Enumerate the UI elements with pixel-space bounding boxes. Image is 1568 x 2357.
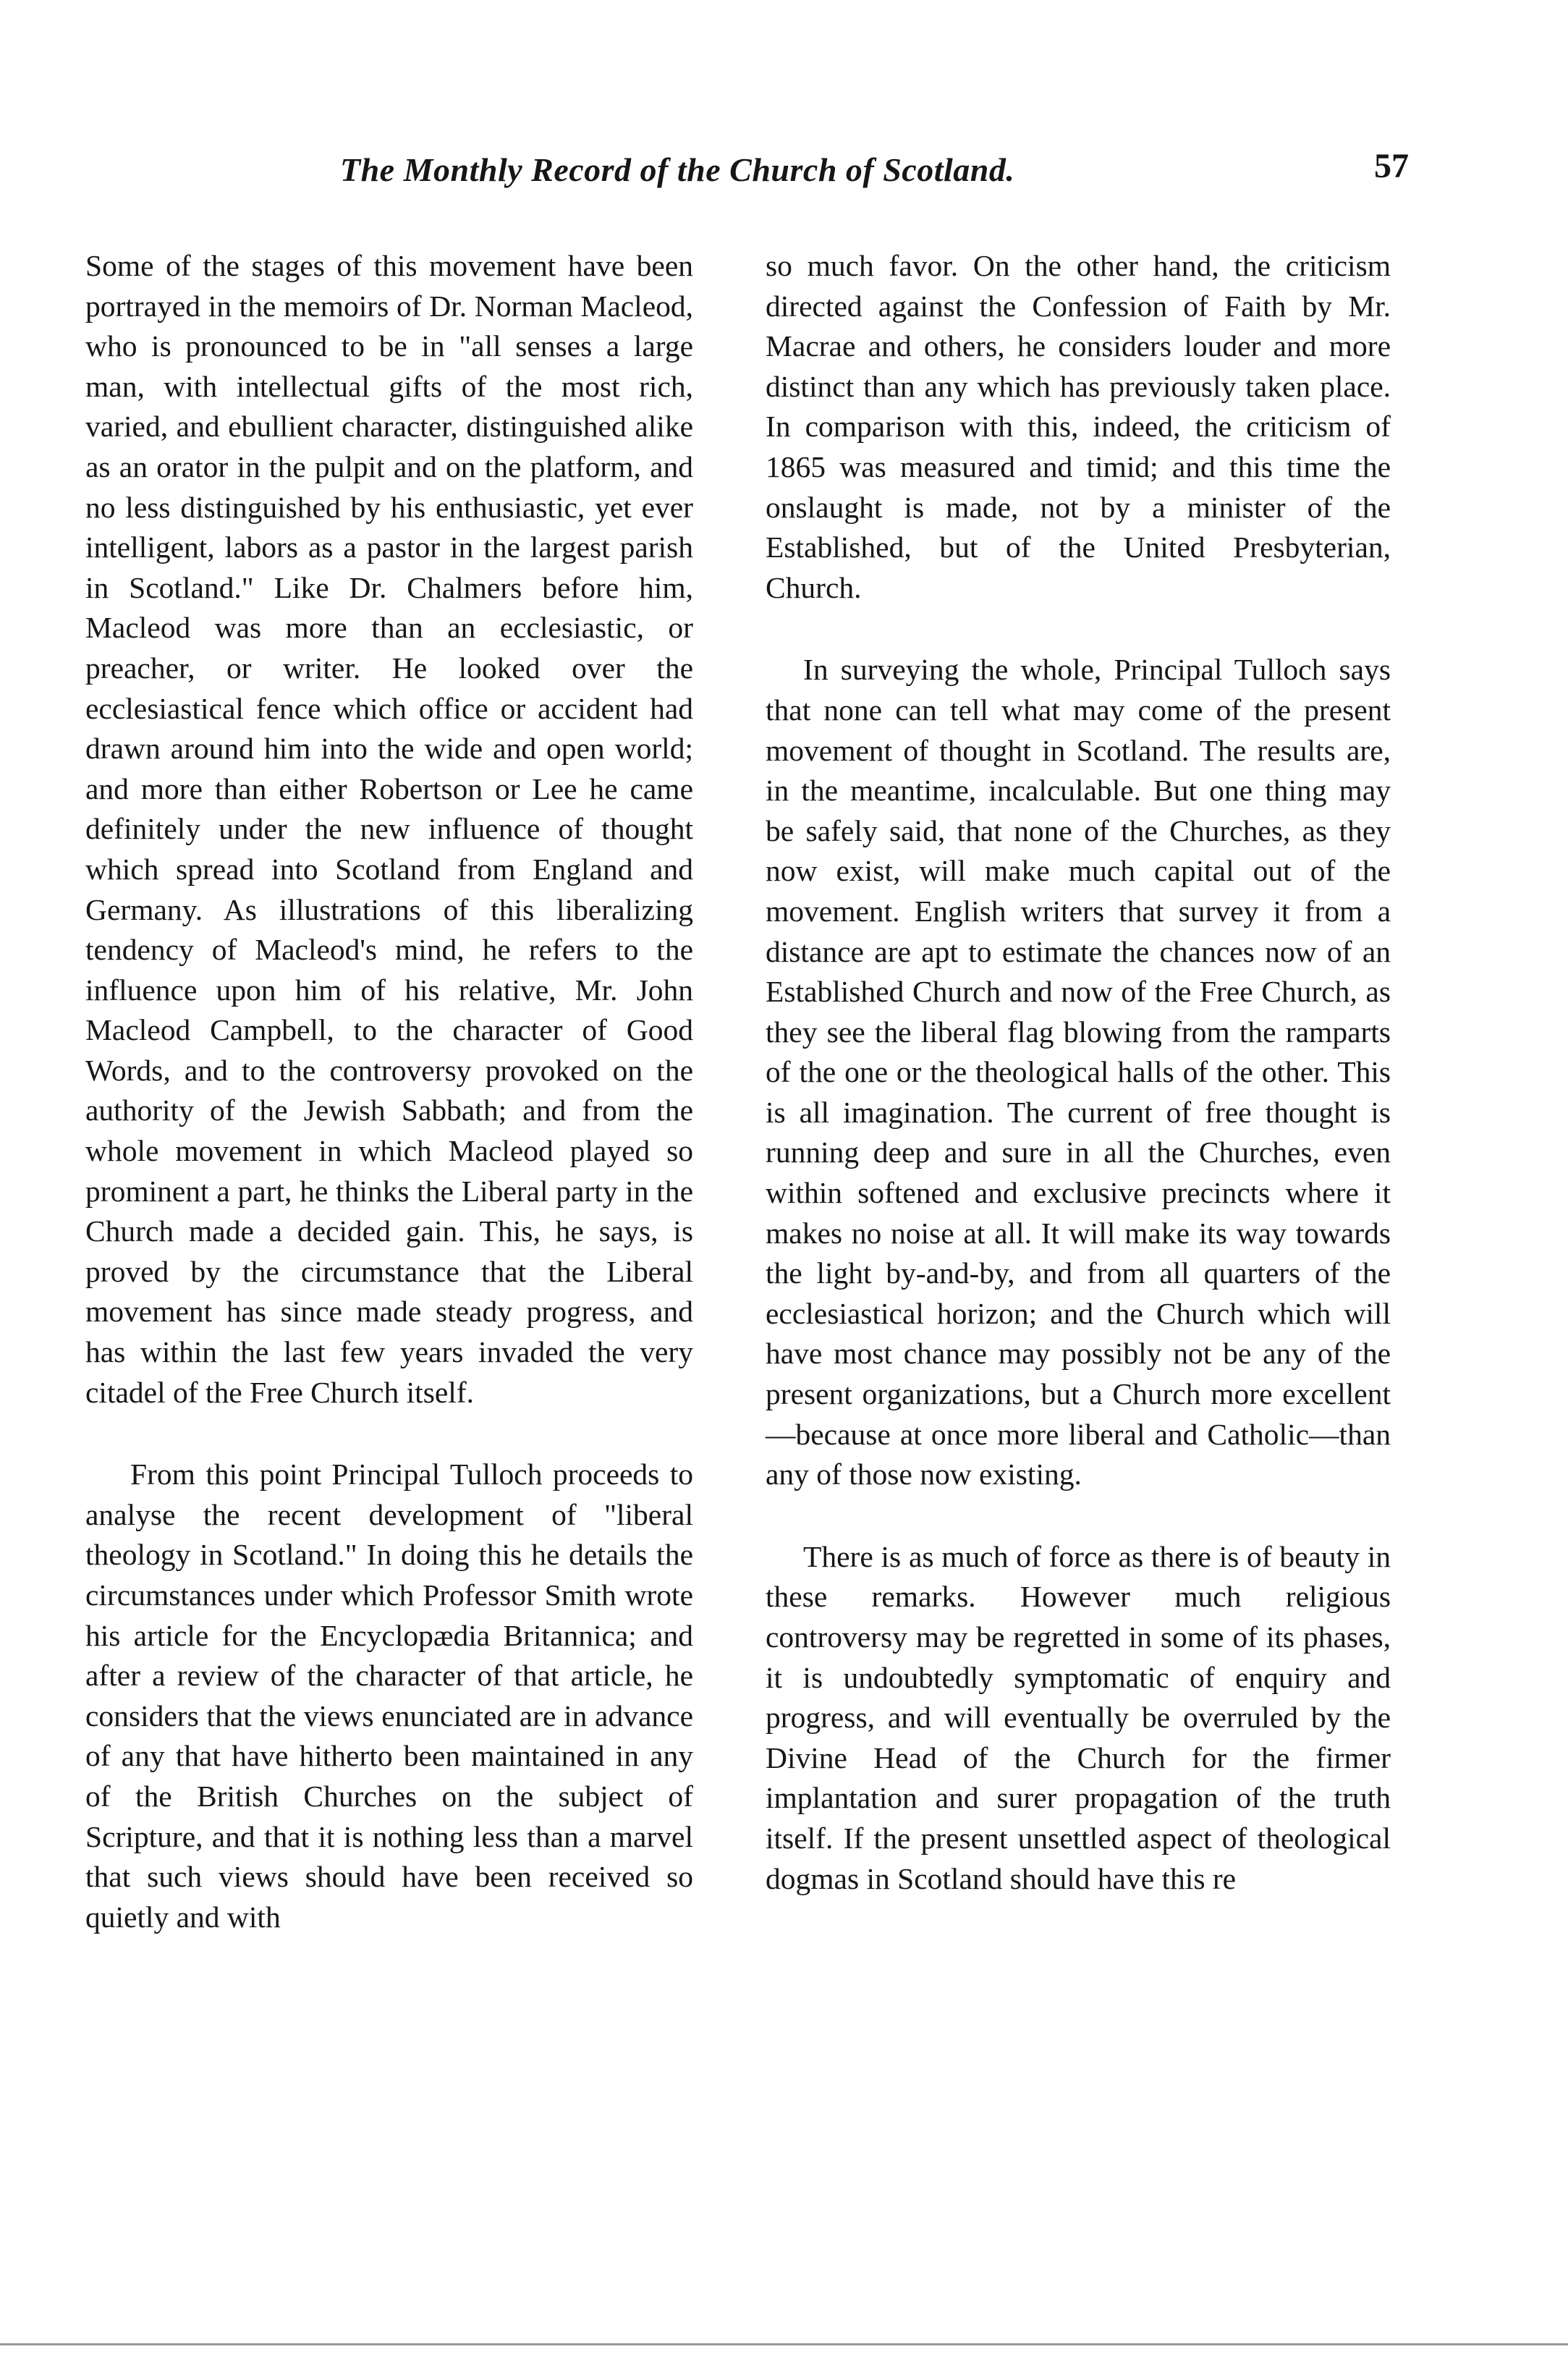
- paragraph: Some of the stages of this movement have been portrayed in the memoirs of Dr. Norman Macleod, who is pronounced to be in "all senses a large man, with intellectual gifts of the most rich, varied, and ebullient character, distinguished alike as an orator in the pulpit and on the platform, and no less distinguished by his enthusiastic, yet ever intelligent, labors as a pastor in the largest parish in Scotland." Like Dr. Chalmers before him, Macleod was more than an ecclesiastic, or preacher, or writer. He looked over the ecclesiastical fence which office or accident had drawn around him into the wide and open world; and more than either Robertson or Lee he came definitely under the new influence of thought which spread into Scotland from England and Germany. As illustrations of this liberalizing tendency of Macleod's mind, he refers to the influence upon him of his relative, Mr. John Macleod Campbell, to the character of Good Words, and to the controversy provoked on the authority of the Jewish Sabbath; and from the whole movement in which Macleod played so prominent a part, he thinks the Liberal party in the Church made a decided gain. This, he says, is proved by the circumstance that the Liberal movement has since made steady progress, and has within the last few years invaded the very citadel of the Free Church itself.: [85, 249, 693, 1409]
- running-title: The Monthly Record of the Church of Scotland.: [340, 151, 1015, 188]
- paragraph: In surveying the whole, Principal Tulloch says that none can tell what may come of the present movement of thought in Scotland. The results are, in the meantime, incalculable. But one thing may be safely said, that none of the Churches, as they now exist, will make much capital out of the movement. English writers that survey it from a distance are apt to estimate the chances now of an Established Church and now of the Free Church, as they see the liberal flag blowing from the ramparts of the one or the theological halls of the other. This is all imagination. The current of free thought is running deep and sure in all the Churches, even within softened and exclusive precincts where it makes no noise at all. It will make its way towards the light by-and-by, and from all quarters of the ecclesiastical horizon; and the Church which will have most chance may possibly not be any of the present organizations, but a Church more excellent—because at once more liberal and Catholic—than any of those now existing.: [766, 653, 1391, 1491]
- right-column: [766, 246, 1391, 1899]
- paragraph: From this point Principal Tulloch proceeds to analyse the recent development of "liberal theology in Scotland." In doing this he details the circumstances under which Professor Smith wrote his article for the Encyclopædia Britannica; and after a review of the character of that article, he considers that the views enunciated are in advance of any that have hitherto been maintained in any of the British Churches on the subject of Scripture, and that it is nothing less than a marvel that such views should have been received so quietly and with: [85, 1457, 693, 1934]
- left-column: [85, 246, 693, 1937]
- page-number: 57: [1374, 147, 1409, 185]
- page-bottom-edge: [0, 2343, 1568, 2345]
- paragraph: There is as much of force as there is of beauty in these remarks. However much religious controversy may be regretted in some of its phases, it is undoubtedly symptomatic of enquiry and progress, and will eventually be overruled by the Divine Head of the Church for the firmer implantation and surer propagation of the truth itself. If the present unsettled aspect of theological dogmas in Scotland should have this re: [766, 1539, 1391, 1895]
- running-header: [174, 137, 1415, 203]
- paragraph: so much favor. On the other hand, the criticism directed against the Confession of Faith by Mr. Macrae and others, he considers louder and more distinct than any which has previously taken place. In comparison with this, indeed, the criticism of 1865 was measured and timid; and this time the onslaught is made, not by a minister of the Established, but of the United Presbyterian, Church.: [766, 249, 1391, 604]
